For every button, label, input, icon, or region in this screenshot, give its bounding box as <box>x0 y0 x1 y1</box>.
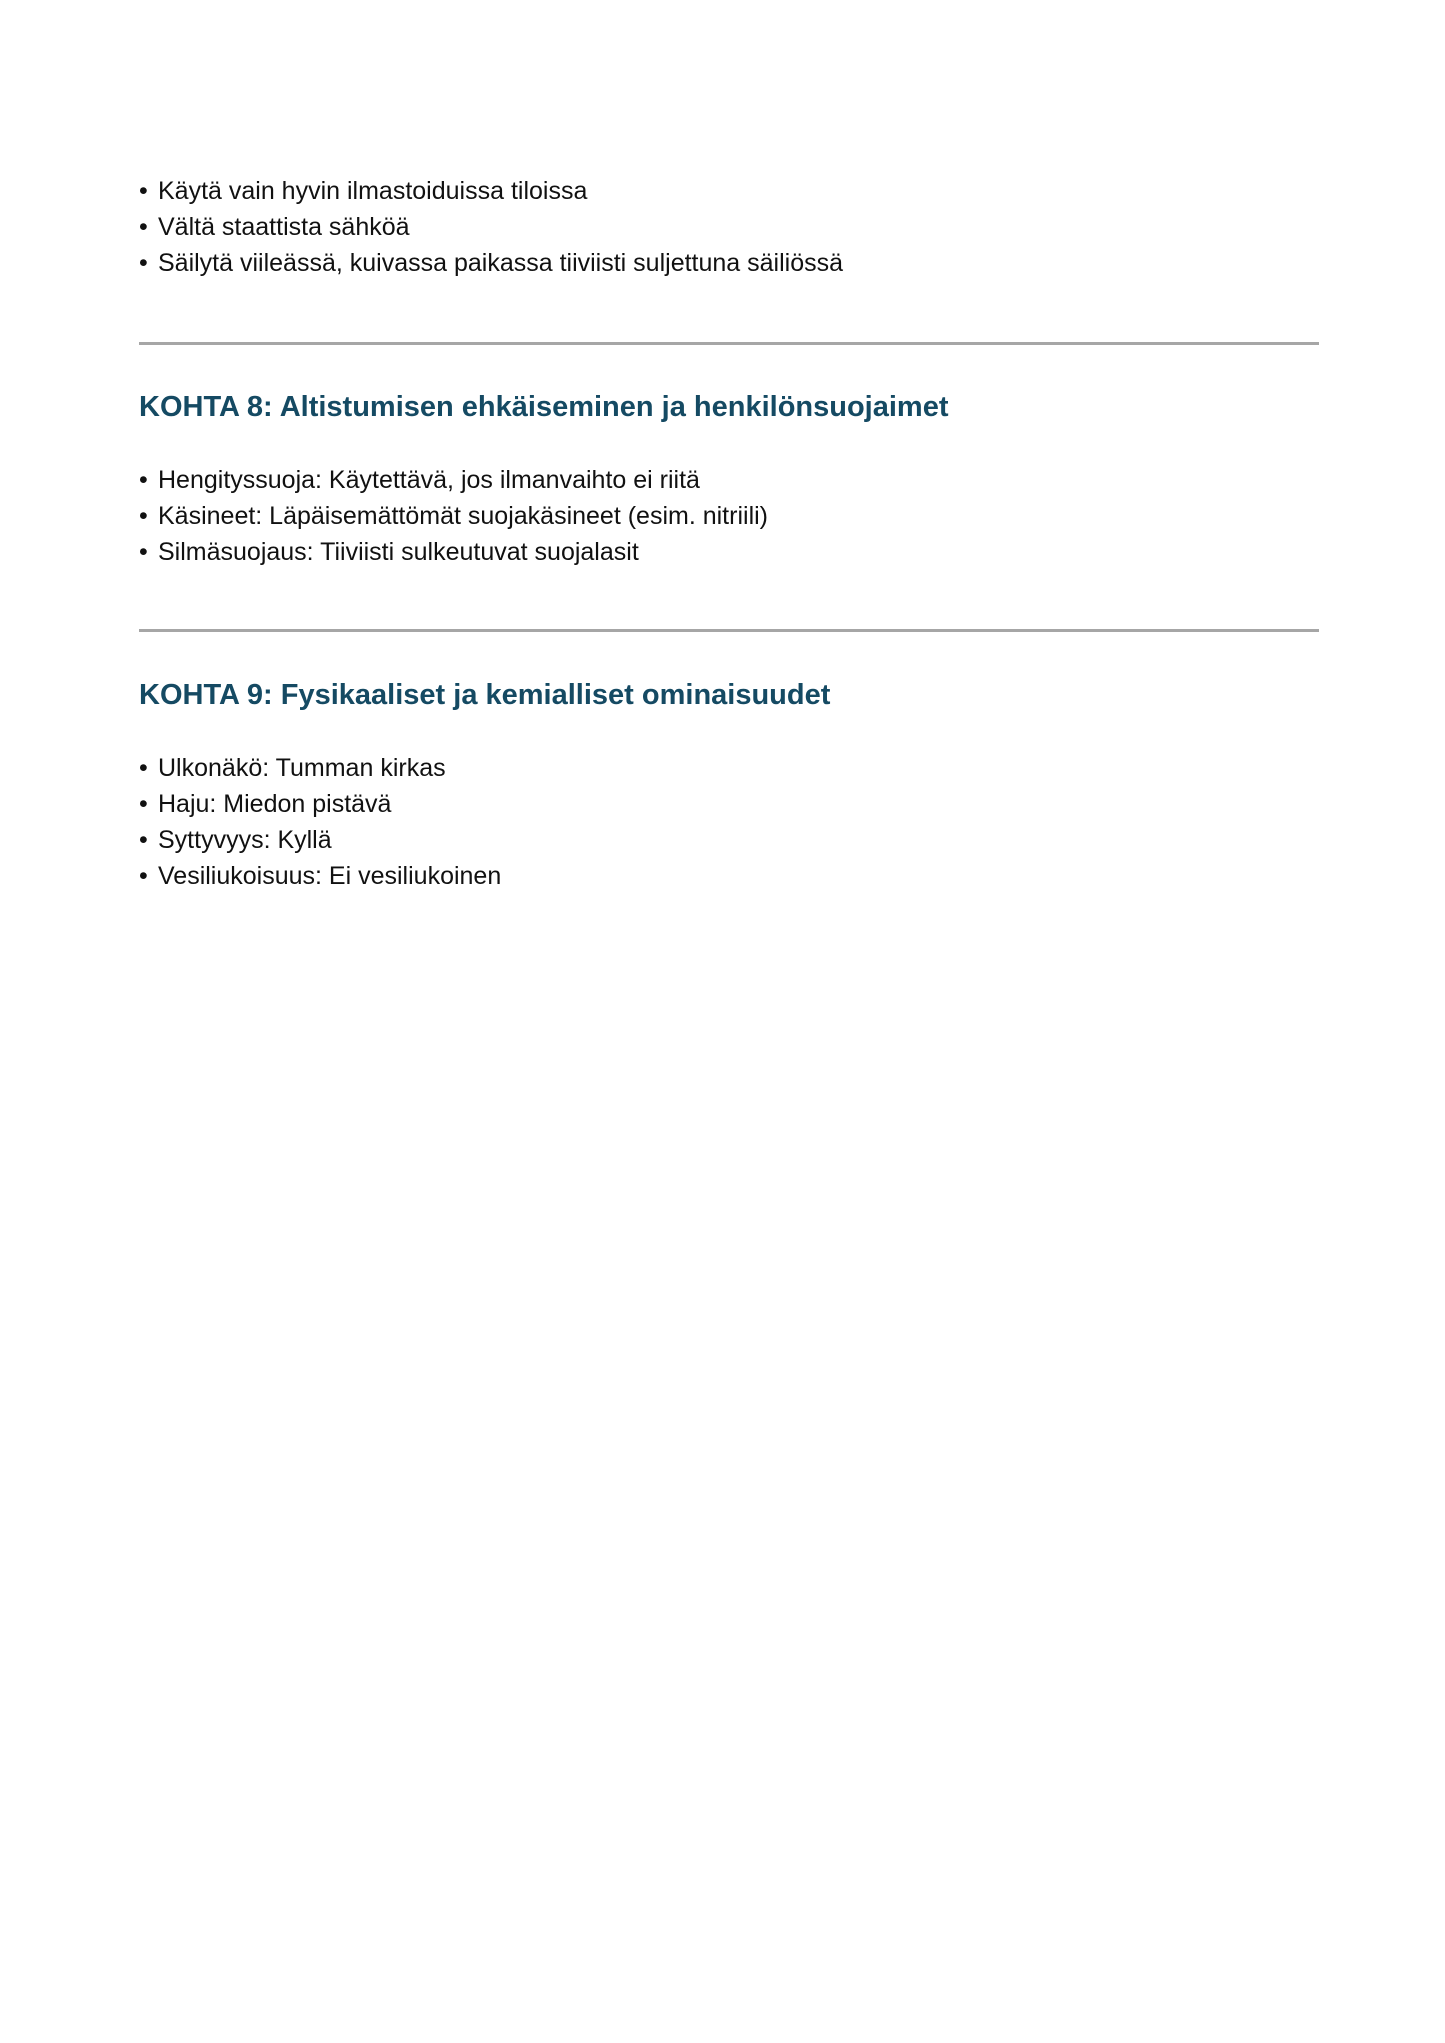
list-item <box>139 822 501 858</box>
bullet: • <box>139 826 148 854</box>
section-divider <box>139 342 1319 345</box>
list-item-text: Vältä staattista sähköä <box>158 213 410 241</box>
handling-storage-list <box>139 173 843 281</box>
bullet: • <box>139 538 148 566</box>
list-item <box>139 786 501 822</box>
list-item <box>139 498 768 534</box>
section-9-heading: KOHTA 9: Fysikaaliset ja kemialliset ominaisuudet <box>139 679 831 711</box>
list-item-text: Säilytä viileässä, kuivassa paikassa tiiviisti suljettuna säiliössä <box>158 249 844 277</box>
list-item <box>139 750 501 786</box>
bullet: • <box>139 466 148 494</box>
list-item-text: Silmäsuojaus: Tiiviisti sulkeutuvat suojalasit <box>158 538 639 566</box>
list-item <box>139 209 843 245</box>
list-item-text: Käsineet: Läpäisemättömät suojakäsineet (esim. nitriili) <box>158 502 768 530</box>
list-item-text: Syttyvyys: Kyllä <box>158 826 332 854</box>
list-item-text: Käytä vain hyvin ilmastoiduissa tiloissa <box>158 177 588 205</box>
bullet: • <box>139 790 148 818</box>
list-item <box>139 858 501 894</box>
list-item-text: Ulkonäkö: Tumman kirkas <box>158 754 446 782</box>
section-8-list <box>139 462 768 570</box>
section-9-list <box>139 750 501 894</box>
list-item <box>139 534 768 570</box>
list-item-text: Vesiliukoisuus: Ei vesiliukoinen <box>158 862 502 890</box>
section-8-heading: KOHTA 8: Altistumisen ehkäiseminen ja henkilönsuojaimet <box>139 391 949 423</box>
bullet: • <box>139 177 148 205</box>
bullet: • <box>139 754 148 782</box>
section-divider <box>139 629 1319 632</box>
bullet: • <box>139 502 148 530</box>
list-item-text: Hengityssuoja: Käytettävä, jos ilmanvaihto ei riitä <box>158 466 700 494</box>
bullet: • <box>139 862 148 890</box>
list-item-text: Haju: Miedon pistävä <box>158 790 392 818</box>
bullet: • <box>139 249 148 277</box>
bullet: • <box>139 213 148 241</box>
list-item <box>139 173 843 209</box>
list-item <box>139 245 843 281</box>
list-item <box>139 462 768 498</box>
